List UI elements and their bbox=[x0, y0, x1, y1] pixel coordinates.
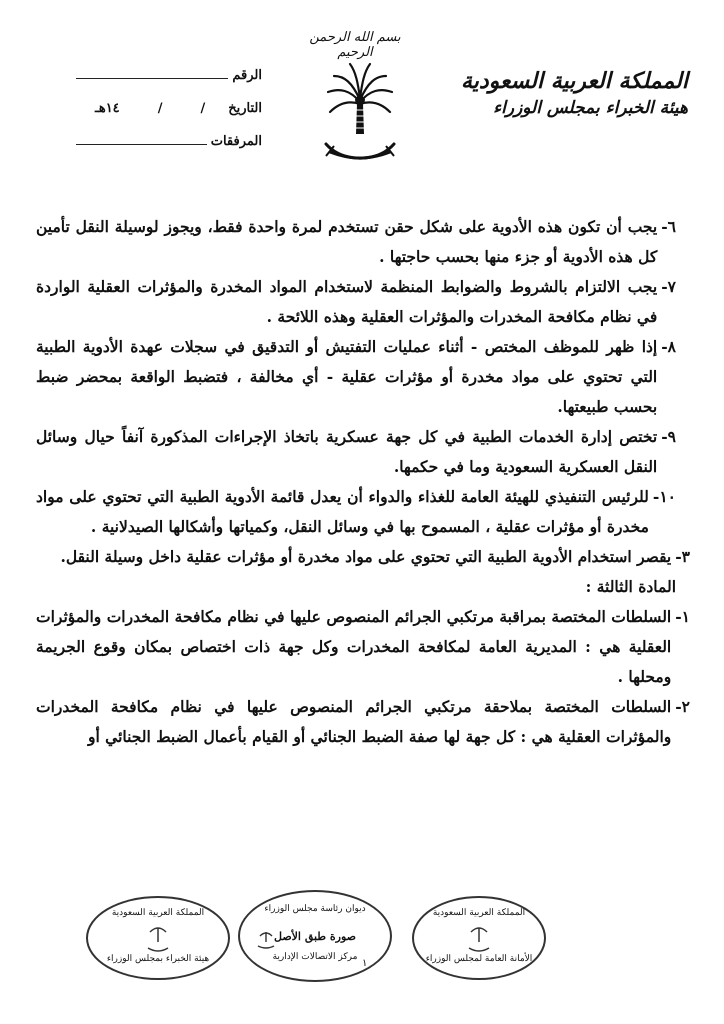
list-item bbox=[36, 212, 676, 272]
reference-number-line bbox=[76, 68, 228, 79]
item-text: يجب الالتزام بالشروط والضوابط المنظمة لاستخدام المواد المخدرة والمؤثرات العقلية الواردة في نظام مكافحة المخدرات والمؤثرات العقلية وهذه اللائحة . bbox=[36, 277, 658, 326]
stamp-true-copy bbox=[238, 890, 392, 982]
letterhead bbox=[0, 0, 724, 200]
item-text: يجب أن تكون هذه الأدوية على شكل حقن تستخدم لمرة واحدة فقط، ويجوز لوسيلة النقل تأمين كل هذه الأدوية أو جزء منها بحسب حاجتها . bbox=[36, 217, 658, 266]
attachments-line bbox=[76, 134, 207, 145]
item-number: ٧- bbox=[661, 277, 676, 296]
stamp-text: الأمانة العامة لمجلس الوزراء bbox=[425, 954, 533, 964]
stamps-row bbox=[0, 888, 724, 988]
list-item bbox=[36, 272, 676, 332]
date-year-suffix: ١٤هـ bbox=[95, 101, 120, 116]
item-text: السلطات المختصة بملاحقة مرتكبي الجرائم المنصوص عليها في نظام مكافحة المخدرات والمؤثرات العقلية هي : كل جهة لها صفة الضبط الجنائي أو القيام بأعمال الضبط الجنائي أو bbox=[36, 697, 672, 746]
org-line-kingdom: المملكة العربية السعودية bbox=[460, 68, 688, 94]
reference-number-row bbox=[72, 68, 262, 101]
item-number: ١٠- bbox=[652, 487, 676, 506]
item-number: ١- bbox=[675, 607, 690, 626]
date-separator: / bbox=[157, 101, 163, 116]
reference-number-label: الرقم bbox=[232, 68, 262, 83]
page-mark: ١ bbox=[362, 958, 368, 969]
stamp-text: مركز الاتصالات الإدارية bbox=[272, 952, 358, 962]
item-text: تختص إدارة الخدمات الطبية في كل جهة عسكرية باتخاذ الإجراءات المذكورة آنفاً حيال وسائل النقل العسكرية السعودية وما في حكمها. bbox=[36, 427, 658, 476]
stamp-text: هيئة الخبراء بمجلس الوزراء bbox=[106, 954, 210, 964]
item-text: إذا ظهر للموظف المختص - أثناء عمليات التفتيش أو التدقيق في سجلات عهدة الأدوية الطبية التي تحتوي على مواد مخدرة أو مؤثرات عقلية - أي مخالفة ، فتضبط الواقعة بمحضر ضبط بحسب طبيعتها. bbox=[36, 337, 658, 416]
stamp-text: صورة طبق الأصل bbox=[273, 930, 356, 943]
item-text: السلطات المختصة بمراقبة مرتكبي الجرائم المنصوص عليها في نظام مكافحة المخدرات والمؤثرات العقلية هي : المديرية العامة لمكافحة المخدرات وكل جهة ذات اختصاص بمكان وقوع الجريمة ومحلها . bbox=[36, 607, 672, 686]
date-separator: / bbox=[200, 101, 206, 116]
list-item bbox=[36, 422, 676, 482]
list-item bbox=[36, 692, 690, 752]
list-item bbox=[36, 602, 690, 692]
date-row bbox=[72, 101, 262, 134]
date-label: التاريخ bbox=[228, 101, 262, 116]
list-item bbox=[36, 542, 690, 572]
stamp-emblem-icon bbox=[414, 898, 544, 978]
reference-block bbox=[72, 68, 262, 167]
stamp-emblem-icon bbox=[88, 898, 228, 978]
stamp-text: ديوان رئاسة مجلس الوزراء bbox=[264, 904, 366, 914]
item-number: ٨- bbox=[661, 337, 676, 356]
item-number: ٦- bbox=[661, 217, 676, 236]
list-item bbox=[36, 482, 676, 542]
basmala: بسم الله الرحمن الرحيم bbox=[309, 30, 401, 60]
item-number: ٣- bbox=[675, 547, 690, 566]
stamp-bureau bbox=[86, 896, 230, 980]
article-heading: المادة الثالثة : bbox=[585, 577, 676, 596]
stamp-secretariat bbox=[412, 896, 546, 980]
org-line-bureau: هيئة الخبراء بمجلس الوزراء bbox=[493, 98, 688, 118]
item-number: ٩- bbox=[661, 427, 676, 446]
organization-name bbox=[428, 68, 688, 118]
attachments-label: المرفقات bbox=[210, 134, 262, 149]
attachments-row bbox=[72, 134, 262, 167]
document-body bbox=[36, 212, 690, 752]
stamp-text: المملكة العربية السعودية bbox=[111, 908, 205, 918]
item-text: يقصر استخدام الأدوية الطبية التي تحتوي على مواد مخدرة أو مؤثرات عقلية داخل وسيلة النقل. bbox=[60, 547, 672, 566]
list-item bbox=[36, 332, 676, 422]
stamp-emblem-icon bbox=[240, 892, 390, 980]
palm-swords-emblem bbox=[320, 60, 400, 170]
item-number: ٢- bbox=[675, 697, 690, 716]
stamp-text: المملكة العربية السعودية bbox=[432, 908, 526, 918]
date-slots bbox=[72, 101, 228, 116]
item-text: للرئيس التنفيذي للهيئة العامة للغذاء والدواء أن يعدل قائمة الأدوية الطبية التي تحتوي على مواد مخدرة أو مؤثرات عقلية ، المسموح بها في وسائل النقل، وكمياتها وأشكالها الصيدلانية . bbox=[36, 487, 649, 536]
